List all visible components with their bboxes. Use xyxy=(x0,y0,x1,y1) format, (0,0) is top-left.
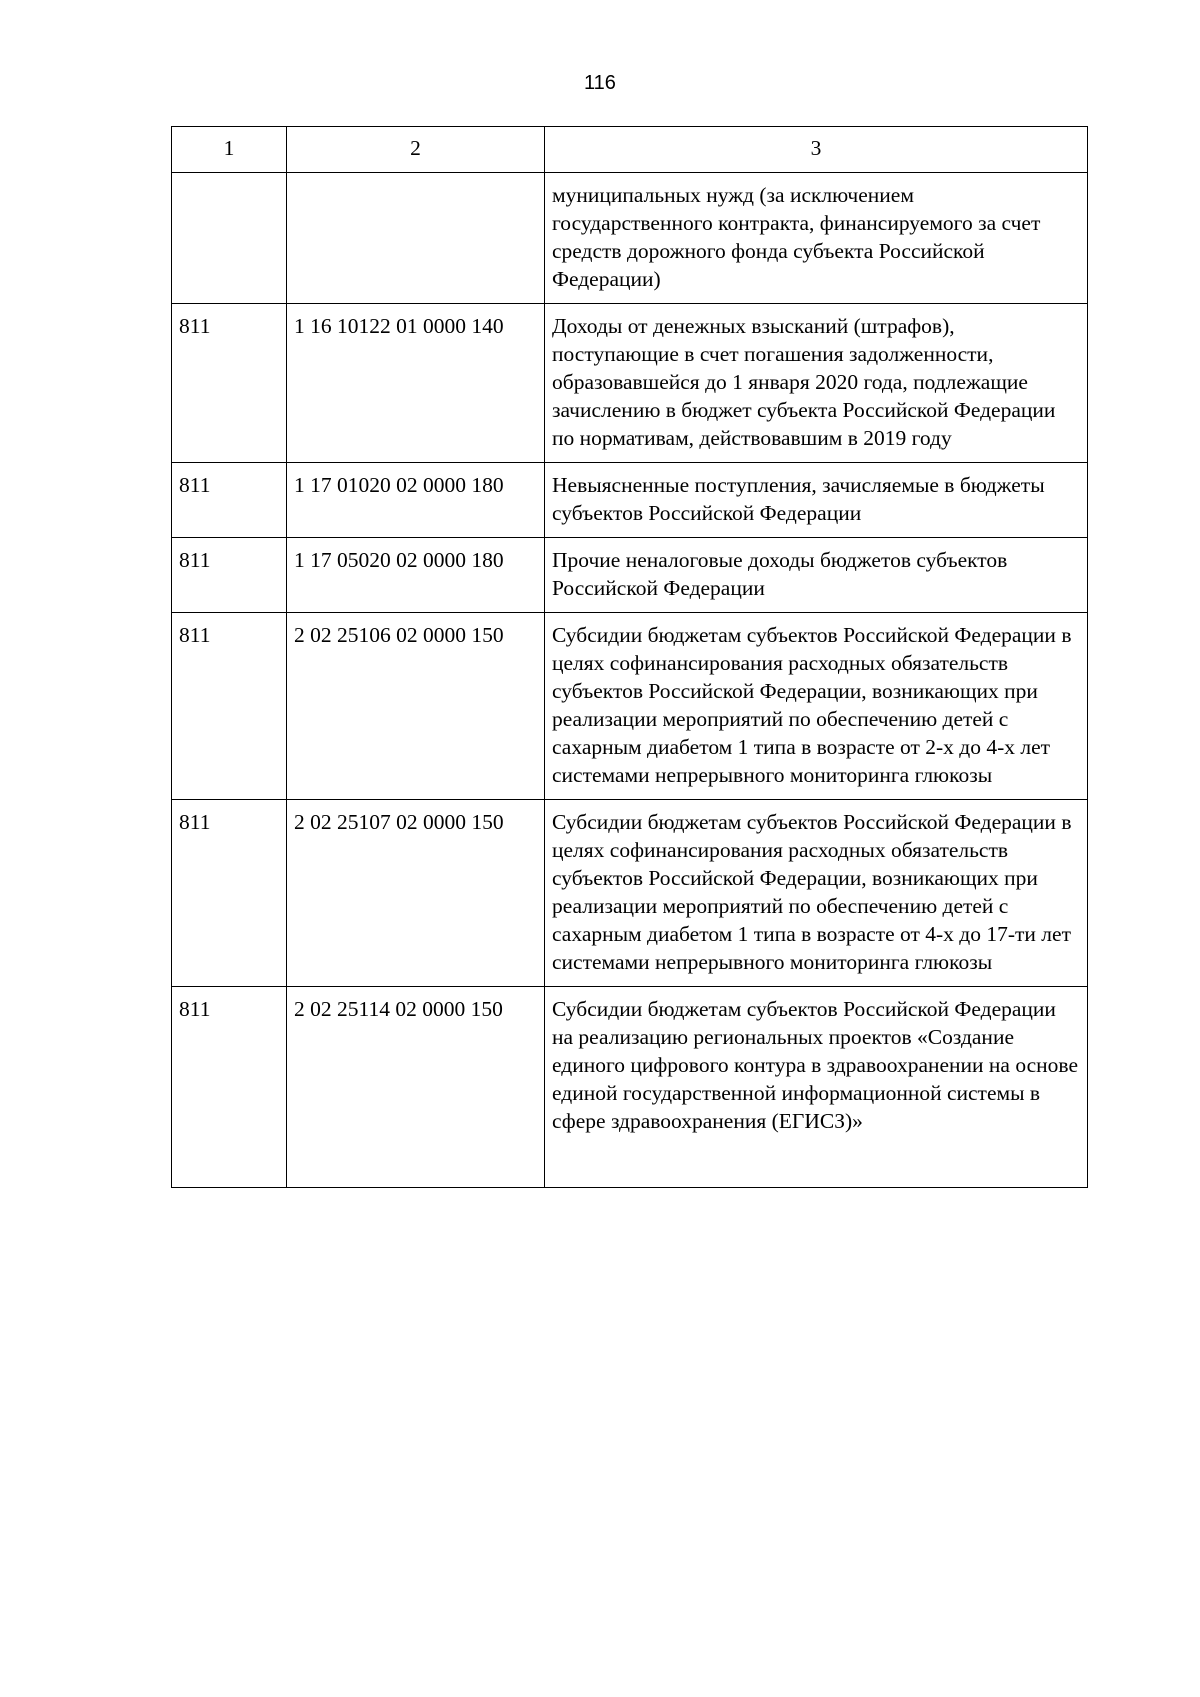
table-row xyxy=(172,173,1088,304)
table-row xyxy=(172,800,1088,987)
description-cell: Невыясненные поступления, зачисляемые в бюджеты субъектов Российской Федерации xyxy=(545,463,1088,538)
description-cell: Субсидии бюджетам субъектов Российской Федерации в целях софинансирования расходных обязательств субъектов Российской Федерации, возникающих при реализации мероприятий по обеспечению детей с сахарным диабетом 1 типа в возрасте от 2-х до 4-х лет системами непрерывного мониторинга глюкозы xyxy=(545,613,1088,800)
description-cell: Доходы от денежных взысканий (штрафов), поступающие в счет погашения задолженности, образовавшейся до 1 января 2020 года, подлежащие зачислению в бюджет субъекта Российской Федерации по нормативам, действовавшим в 2019 году xyxy=(545,304,1088,463)
admin-code-cell xyxy=(172,173,287,304)
page-number: 116 xyxy=(584,72,616,94)
income-code-cell: 1 17 01020 02 0000 180 xyxy=(287,463,545,538)
description-cell: муниципальных нужд (за исключением государственного контракта, финансируемого за счет средств дорожного фонда субъекта Российской Федерации) xyxy=(545,173,1088,304)
budget-income-table xyxy=(171,126,1088,1188)
admin-code-cell: 811 xyxy=(172,987,287,1188)
income-code-cell: 2 02 25106 02 0000 150 xyxy=(287,613,545,800)
admin-code-cell: 811 xyxy=(172,304,287,463)
table-row xyxy=(172,463,1088,538)
header-col-1: 1 xyxy=(172,127,287,173)
admin-code-cell: 811 xyxy=(172,613,287,800)
header-col-3: 3 xyxy=(545,127,1088,173)
admin-code-cell: 811 xyxy=(172,800,287,987)
description-cell: Субсидии бюджетам субъектов Российской Федерации на реализацию региональных проектов «Создание единого цифрового контура в здравоохранении на основе единой государственной информационной системы в сфере здравоохранения (ЕГИСЗ)» xyxy=(545,987,1088,1188)
income-code-cell: 2 02 25114 02 0000 150 xyxy=(287,987,545,1188)
header-col-2: 2 xyxy=(287,127,545,173)
admin-code-cell: 811 xyxy=(172,538,287,613)
income-code-cell: 2 02 25107 02 0000 150 xyxy=(287,800,545,987)
table-row xyxy=(172,613,1088,800)
table-row xyxy=(172,538,1088,613)
table-row xyxy=(172,304,1088,463)
income-code-cell xyxy=(287,173,545,304)
description-cell: Субсидии бюджетам субъектов Российской Федерации в целях софинансирования расходных обязательств субъектов Российской Федерации, возникающих при реализации мероприятий по обеспечению детей с сахарным диабетом 1 типа в возрасте от 4-х до 17-ти лет системами непрерывного мониторинга глюкозы xyxy=(545,800,1088,987)
table-row xyxy=(172,987,1088,1188)
income-code-cell: 1 17 05020 02 0000 180 xyxy=(287,538,545,613)
income-code-cell: 1 16 10122 01 0000 140 xyxy=(287,304,545,463)
table-header-row xyxy=(172,127,1088,173)
admin-code-cell: 811 xyxy=(172,463,287,538)
description-cell: Прочие неналоговые доходы бюджетов субъектов Российской Федерации xyxy=(545,538,1088,613)
